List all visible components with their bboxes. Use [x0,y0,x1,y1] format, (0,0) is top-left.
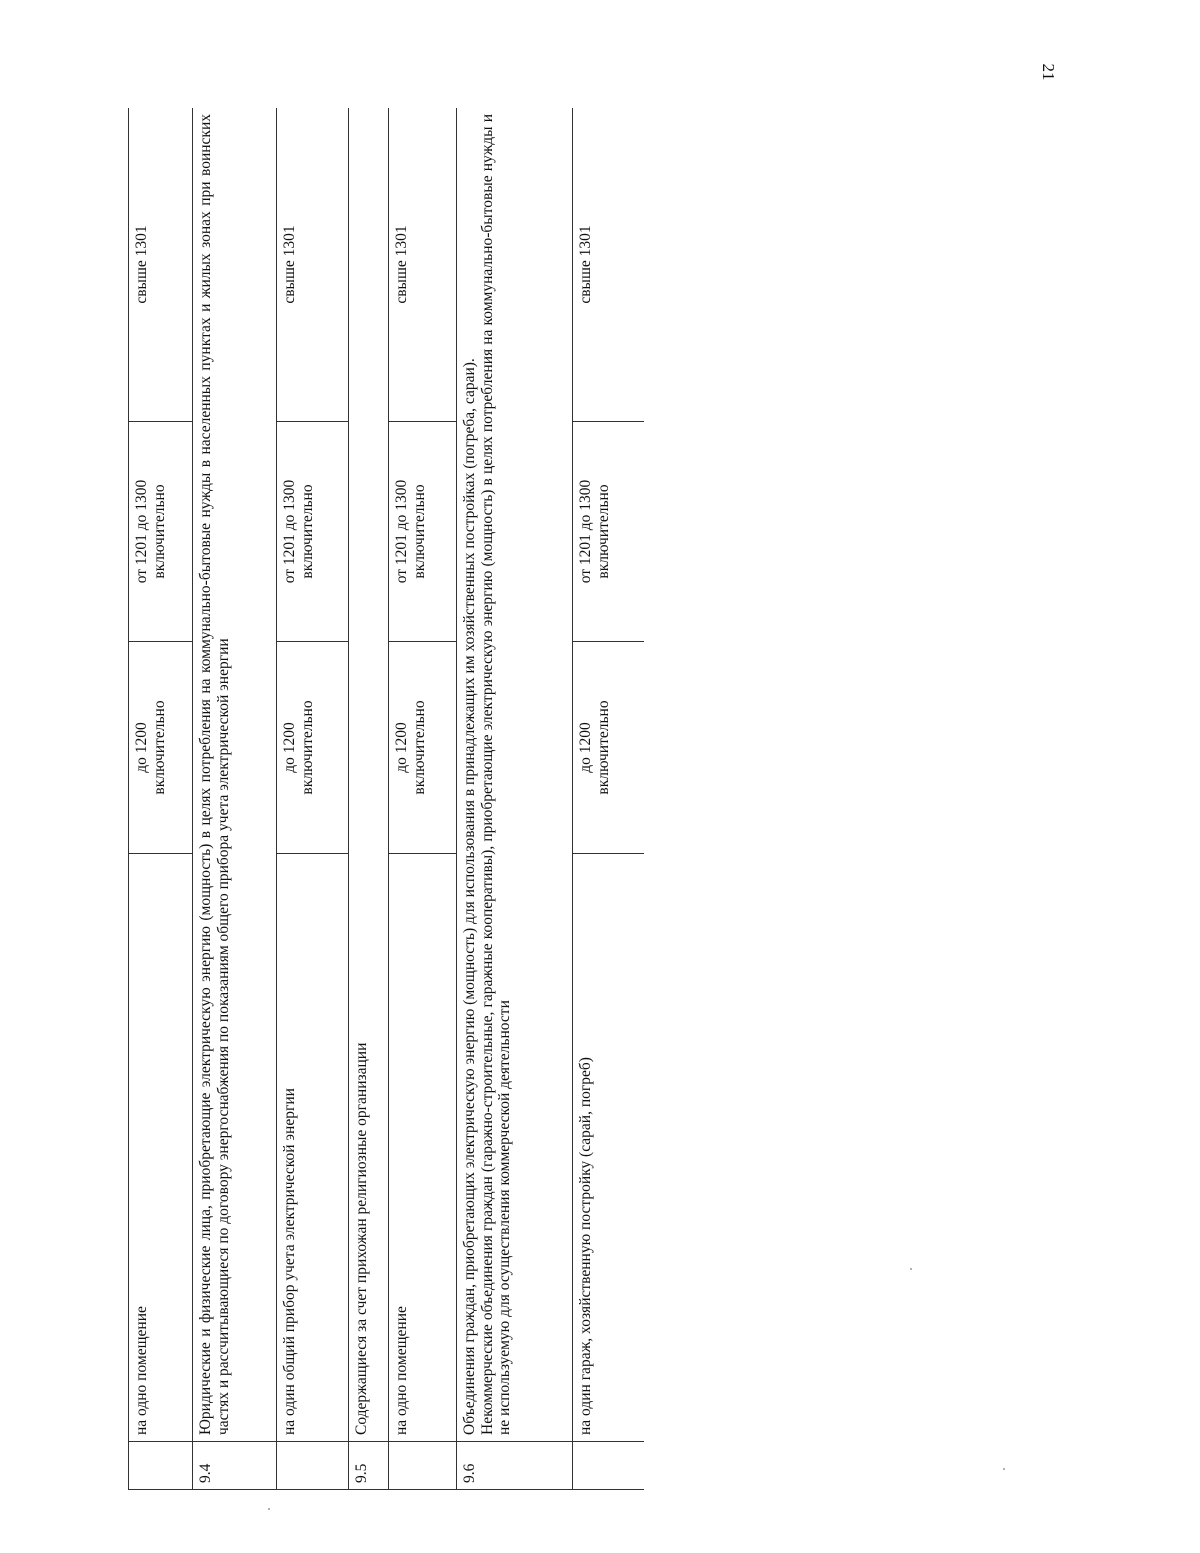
range-mid-line1: от 1201 до 1300 [281,479,298,584]
table-row [573,108,645,1490]
row-name: на одно помещение [129,854,193,1442]
row-name: на один гараж, хозяйственную постройку (сарай, погреб) [573,854,645,1442]
range-high: свыше 1301 [389,108,457,422]
row-number: 9.5 [349,1442,389,1490]
rotated-table [128,108,644,1490]
row-number [389,1442,457,1490]
range-low-line2: включительно [298,700,316,795]
range-low-line2: включительно [410,700,428,795]
section-text: Юридические и физические лица, приобретающие электрическую энергию (мощность) в целях потребления на коммунально-бытовые нужды в населенных пунктах и жилых зонах при воинских частях и рассчитывающиеся по договору энергоснабжения по показаниям общего прибора учета электрической энергии [193,108,277,1442]
range-low [129,642,193,854]
range-low-line1: до 1200 [393,722,410,773]
table-row-section [349,108,389,1490]
range-low-line1: до 1200 [133,722,150,773]
section-paragraph-2: Некоммерческие объединения граждан (гаражно-строительные, гаражные кооперативы), приобретающие электрическую энергию (мощность) в целях потребления на коммунально-бытовые нужды и не используемую для осуществления коммерческой деятельности [478,114,514,1435]
row-number [573,1442,645,1490]
range-mid-line1: от 1201 до 1300 [393,479,410,584]
section-text [457,108,573,1442]
table-row-section [457,108,573,1490]
range-mid-line1: от 1201 до 1300 [133,479,150,584]
range-mid-line1: от 1201 до 1300 [577,479,594,584]
page-number: 21 [1039,63,1058,81]
scan-speck [910,1268,912,1270]
scan-speck [1003,1468,1005,1470]
range-high: свыше 1301 [573,108,645,422]
row-name: на один общий прибор учета электрической энергии [277,854,349,1442]
range-mid-line2: включительно [410,484,428,579]
range-high: свыше 1301 [129,108,193,422]
range-low-line1: до 1200 [577,722,594,773]
table-row [129,108,193,1490]
range-mid-line2: включительно [298,484,316,579]
range-low [389,642,457,854]
scan-speck [268,1508,270,1510]
range-mid [389,422,457,642]
range-mid-line2: включительно [150,484,168,579]
row-name: на одно помещение [389,854,457,1442]
range-low [277,642,349,854]
range-mid [277,422,349,642]
table-row [389,108,457,1490]
range-low-line2: включительно [150,700,168,795]
tariff-table [128,108,644,1490]
range-mid-line2: включительно [594,484,612,579]
range-mid [129,422,193,642]
section-text: Содержащиеся за счет прихожан религиозные организации [349,108,389,1442]
row-number: 9.6 [457,1442,573,1490]
table-row [277,108,349,1490]
section-paragraph-1: Объединения граждан, приобретающих электрическую энергию (мощность) для использования в принадлежащих им хозяйственных постройках (погреба, сараи). [461,358,478,1435]
range-low-line1: до 1200 [281,722,298,773]
row-number: 9.4 [193,1442,277,1490]
range-high: свыше 1301 [277,108,349,422]
range-low-line2: включительно [594,700,612,795]
table-row-section [193,108,277,1490]
row-number [129,1442,193,1490]
range-low [573,642,645,854]
row-number [277,1442,349,1490]
rotated-table-frame [128,108,644,1490]
range-mid [573,422,645,642]
